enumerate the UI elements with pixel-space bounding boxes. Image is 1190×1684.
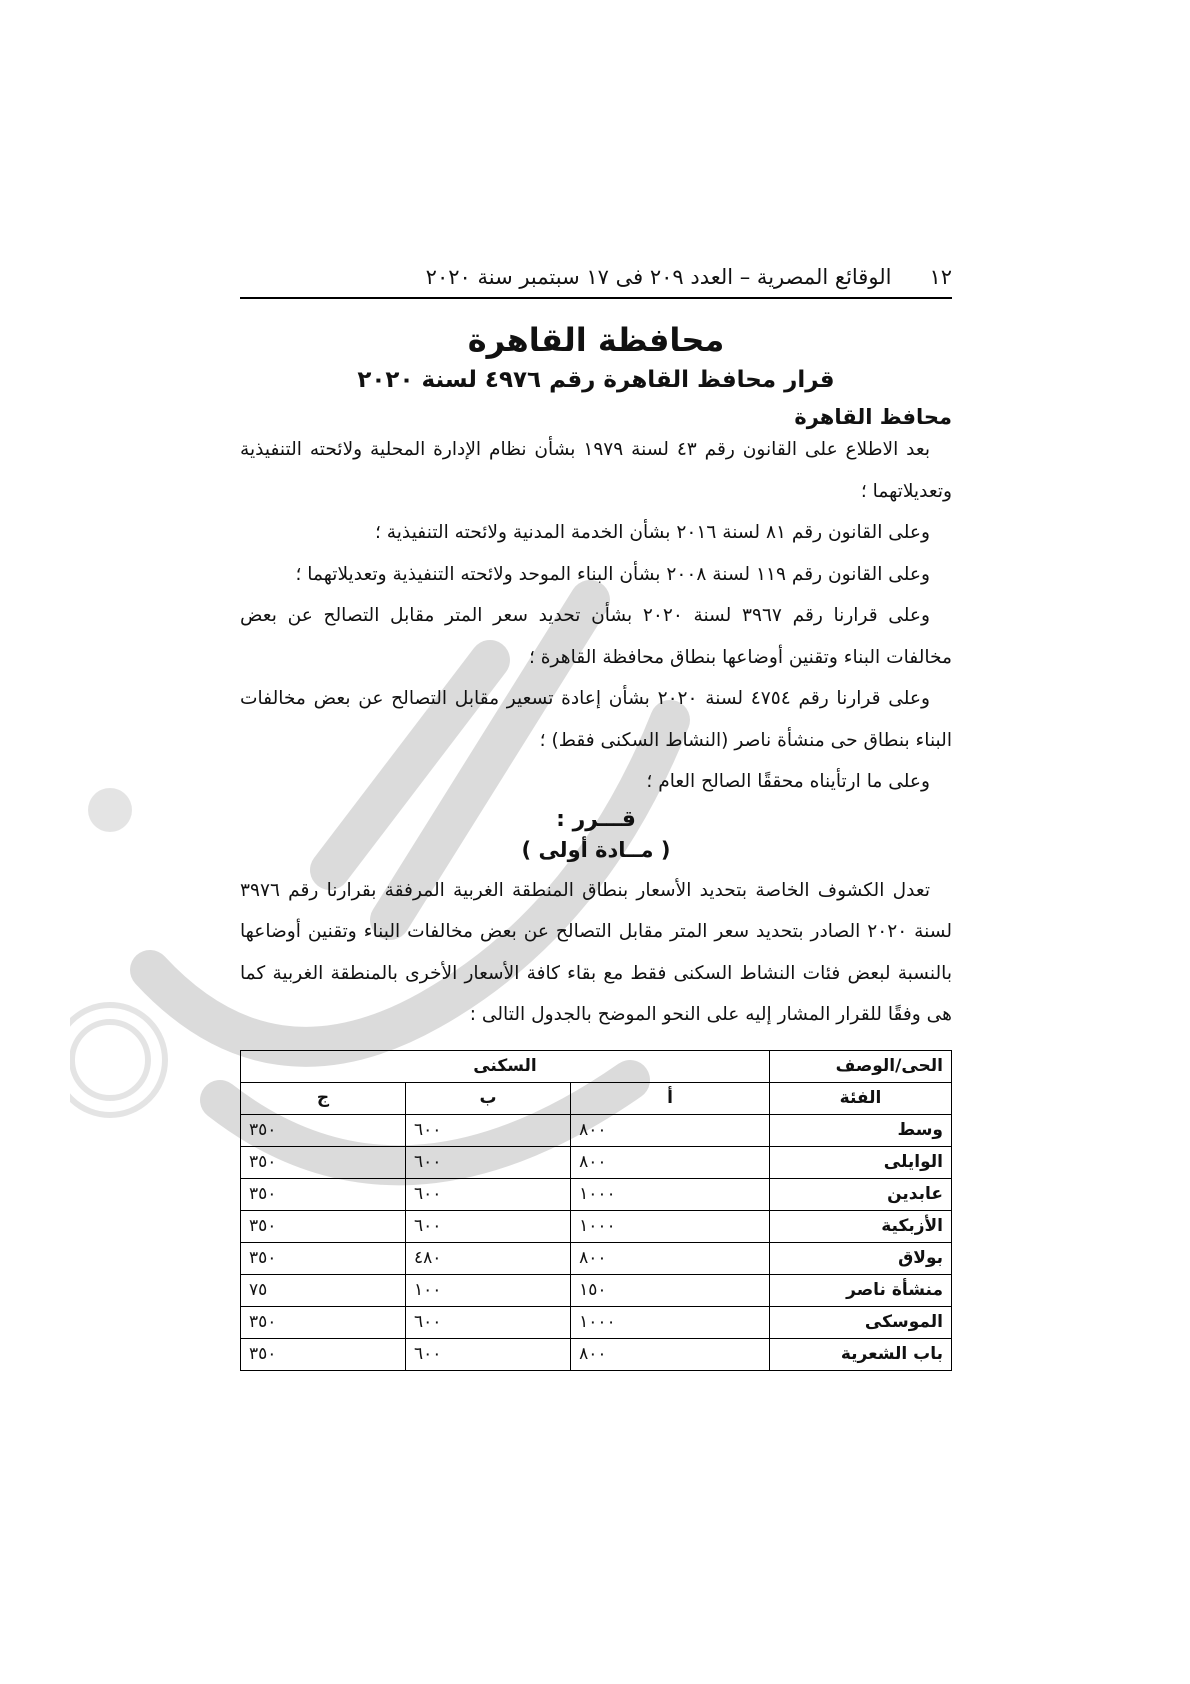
district-cell: عابدين <box>770 1178 952 1210</box>
preamble-clause: وعلى قرارنا رقم ٤٧٥٤ لسنة ٢٠٢٠ بشأن إعادة تسعير مقابل التصالح عن بعض مخالفات البناء بنطاق حى منشأة ناصر (النشاط السكنى فقط) ؛ <box>240 688 952 751</box>
column-header-c: ج <box>241 1082 406 1114</box>
table-row <box>241 1146 952 1178</box>
table-row <box>241 1178 952 1210</box>
price-cell: ١٠٠٠ <box>571 1178 770 1210</box>
category-header: الفئة <box>770 1082 952 1114</box>
table-row <box>241 1338 952 1370</box>
price-cell: ٣٥٠ <box>241 1210 406 1242</box>
price-cell: ٦٠٠ <box>406 1306 571 1338</box>
price-cell: ٨٠٠ <box>571 1242 770 1274</box>
price-cell: ٦٠٠ <box>406 1146 571 1178</box>
price-cell: ٣٥٠ <box>241 1338 406 1370</box>
district-cell: وسط <box>770 1114 952 1146</box>
price-cell: ٨٠٠ <box>571 1146 770 1178</box>
page-header <box>240 265 952 289</box>
price-cell: ٣٥٠ <box>241 1178 406 1210</box>
district-cell: منشأة ناصر <box>770 1274 952 1306</box>
publication-line: الوقائع المصرية – العدد ٢٠٩ فى ١٧ سبتمبر سنة ٢٠٢٠ <box>425 265 892 289</box>
corner-header: الحى/الوصف <box>770 1050 952 1082</box>
table-row <box>241 1306 952 1338</box>
group-header: السكنى <box>241 1050 770 1082</box>
preamble <box>240 429 952 803</box>
preamble-clause: وعلى قرارنا رقم ٣٩٦٧ لسنة ٢٠٢٠ بشأن تحديد سعر المتر مقابل التصالح عن بعض مخالفات البناء وتقنين أوضاعها بنطاق محافظة القاهرة ؛ <box>240 605 952 668</box>
table-header-row <box>241 1082 952 1114</box>
price-cell: ١٥٠ <box>571 1274 770 1306</box>
decree-subtitle: قرار محافظ القاهرة رقم ٤٩٧٦ لسنة ٢٠٢٠ <box>357 367 835 393</box>
district-cell: باب الشعرية <box>770 1338 952 1370</box>
issuer-label: محافظ القاهرة <box>794 405 952 429</box>
price-cell: ١٠٠٠ <box>571 1210 770 1242</box>
price-cell: ٣٥٠ <box>241 1306 406 1338</box>
price-cell: ٣٥٠ <box>241 1114 406 1146</box>
page-number: ١٢ <box>929 265 952 289</box>
column-header-b: ب <box>406 1082 571 1114</box>
district-cell: الأزبكية <box>770 1210 952 1242</box>
column-header-a: أ <box>571 1082 770 1114</box>
header-rule <box>240 297 952 299</box>
price-cell: ٣٥٠ <box>241 1146 406 1178</box>
district-cell: بولاق <box>770 1242 952 1274</box>
preamble-clause: وعلى القانون رقم ٨١ لسنة ٢٠١٦ بشأن الخدمة المدنية ولائحته التنفيذية ؛ <box>374 522 930 543</box>
price-cell: ٤٨٠ <box>406 1242 571 1274</box>
table-header-row <box>241 1050 952 1082</box>
article-text: تعدل الكشوف الخاصة بتحديد الأسعار بنطاق المنطقة الغربية المرفقة بقرارنا رقم ٣٩٧٦ لسنة ٢٠٢٠ الصادر بتحديد سعر المتر مقابل التصالح عن بعض مخالفات البناء وتقنين أوضاعها بالنسبة لبعض فئات النشاط السكنى فقط مع بقاء كافة الأسعار الأخرى بالمنطقة الغربية كما هى وفقًا للقرار المشار إليه على النحو الموضح بالجدول التالى : <box>240 879 952 1025</box>
price-cell: ٧٥ <box>241 1274 406 1306</box>
price-cell: ٦٠٠ <box>406 1178 571 1210</box>
price-cell: ١٠٠ <box>406 1274 571 1306</box>
decree-label: قـــرر : <box>556 806 636 832</box>
preamble-clause: بعد الاطلاع على القانون رقم ٤٣ لسنة ١٩٧٩ بشأن نظام الإدارة المحلية ولائحته التنفيذية وتعديلاتهما ؛ <box>240 439 952 502</box>
article-heading: ( مــادة أولى ) <box>521 837 671 862</box>
district-cell: الموسكى <box>770 1306 952 1338</box>
price-cell: ٦٠٠ <box>406 1114 571 1146</box>
page-title: محافظة القاهرة <box>467 321 725 359</box>
price-cell: ٦٠٠ <box>406 1338 571 1370</box>
price-cell: ١٠٠٠ <box>571 1306 770 1338</box>
preamble-clause: وعلى القانون رقم ١١٩ لسنة ٢٠٠٨ بشأن البناء الموحد ولائحته التنفيذية وتعديلاتهما ؛ <box>295 563 930 585</box>
price-cell: ٣٥٠ <box>241 1242 406 1274</box>
article-body <box>240 870 952 1036</box>
document-page <box>240 265 952 1371</box>
price-cell: ٨٠٠ <box>571 1338 770 1370</box>
table-row <box>241 1242 952 1274</box>
table-row <box>241 1274 952 1306</box>
table-row <box>241 1210 952 1242</box>
price-cell: ٦٠٠ <box>406 1210 571 1242</box>
district-cell: الوايلى <box>770 1146 952 1178</box>
table-row <box>241 1114 952 1146</box>
price-table <box>240 1050 952 1371</box>
price-cell: ٨٠٠ <box>571 1114 770 1146</box>
preamble-clause: وعلى ما ارتأيناه محققًا الصالح العام ؛ <box>646 771 930 792</box>
